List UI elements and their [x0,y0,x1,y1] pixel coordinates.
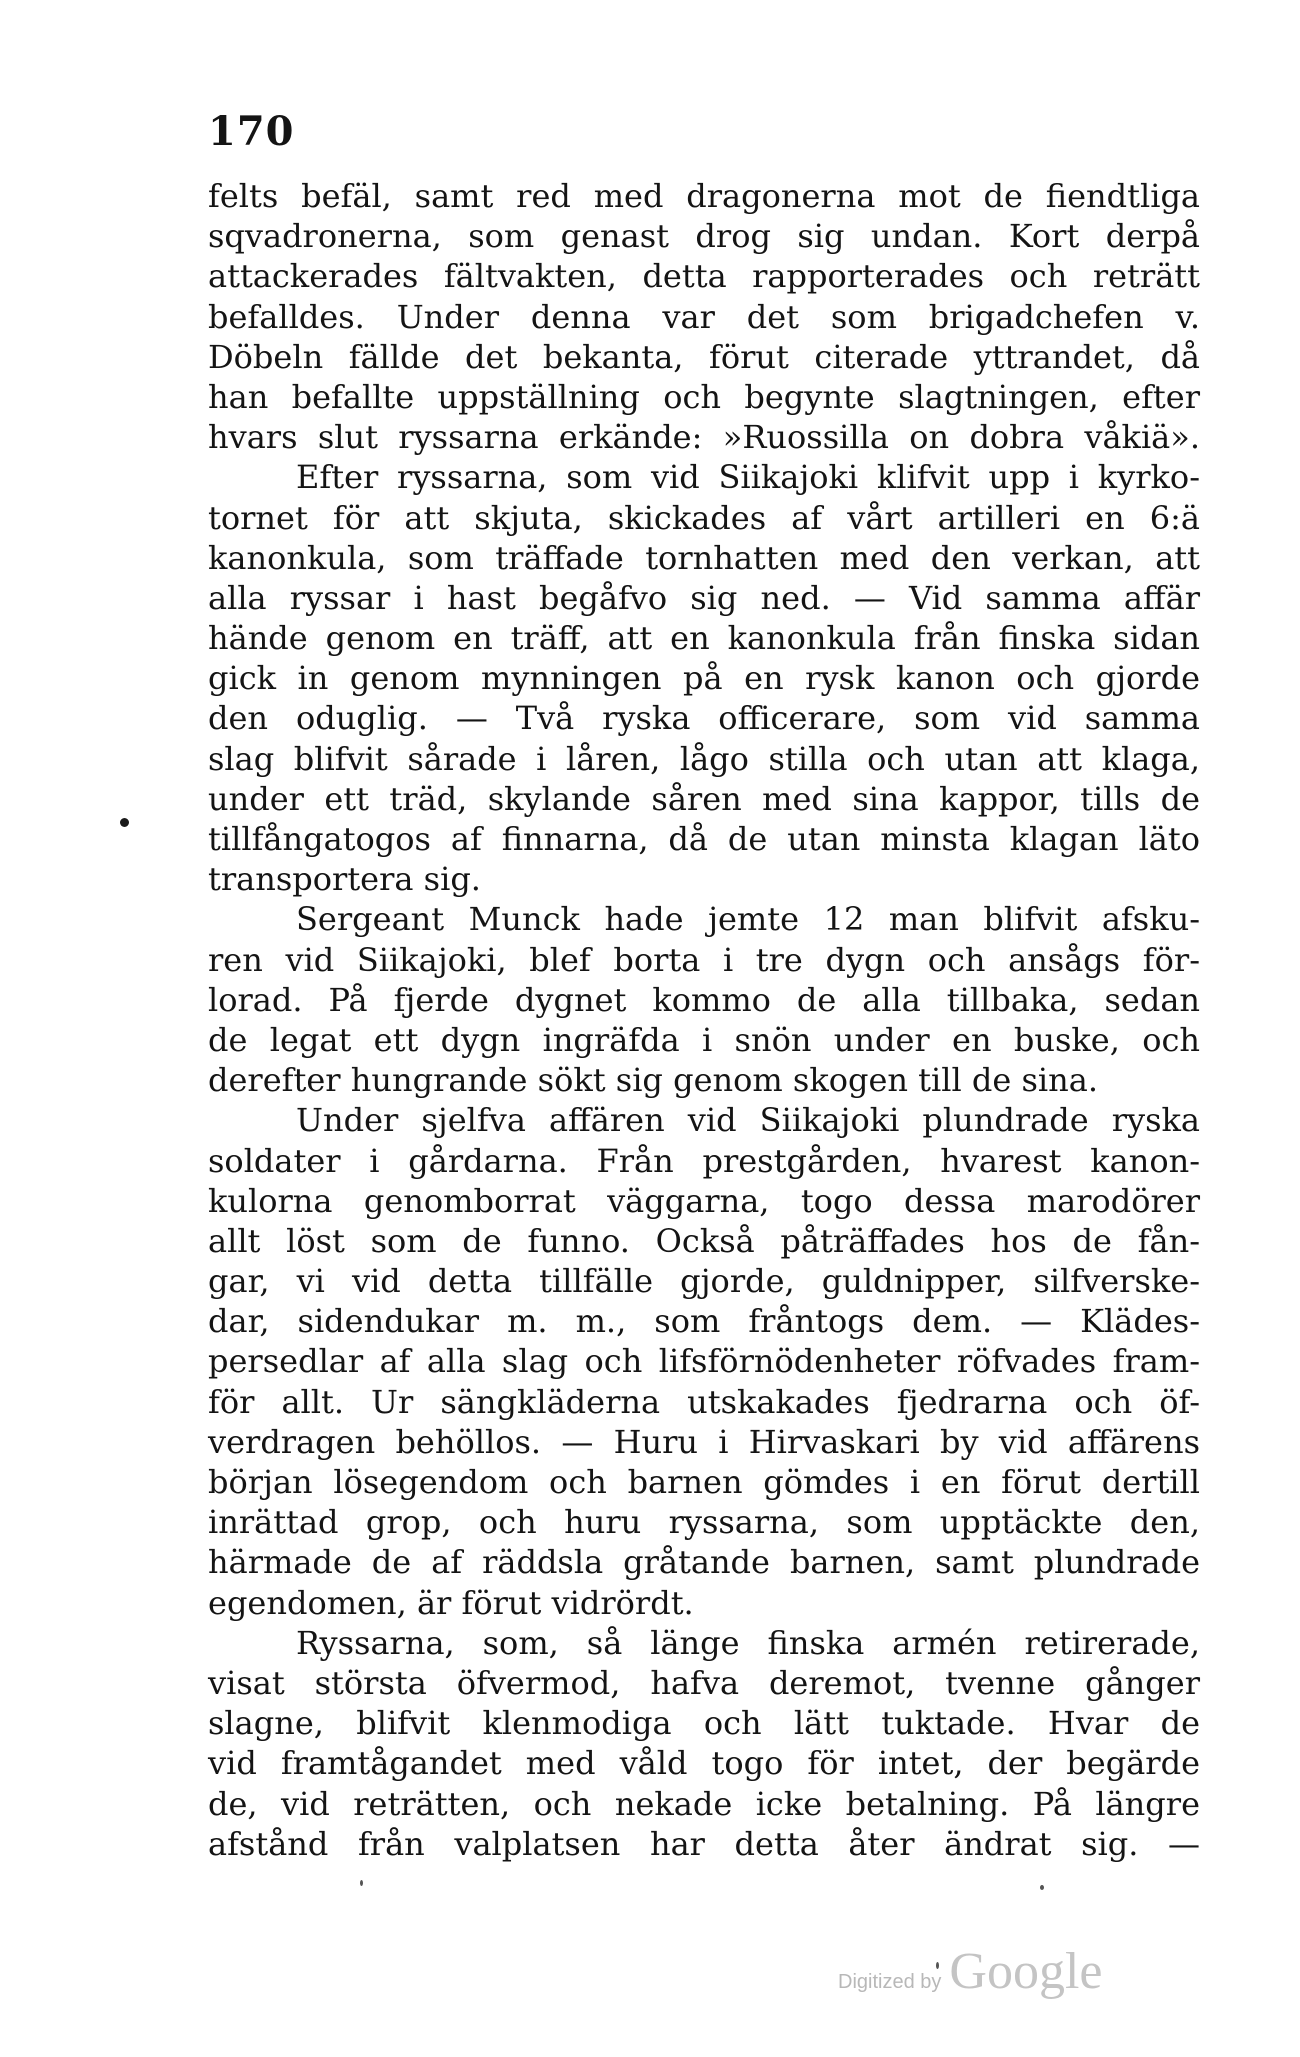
margin-dot-mark [120,818,129,827]
text-line: hvars slut ryssarna erkände: »Ruossilla on dobra våkiä». [208,418,1200,457]
text-line: tornet för att skjuta, skickades af vårt artilleri en 6:ä [208,498,1200,537]
scan-speck [360,1880,363,1886]
page-number: 170 [208,108,295,155]
text-line: attackerades fältvakten, detta rapporterades och reträtt [208,257,1200,296]
text-line: gick in genom mynningen på en rysk kanon och gjorde [208,659,1200,698]
text-line: soldater i gårdarna. Från prestgården, hvarest kanon- [208,1141,1200,1180]
text-line: persedlar af alla slag och lifsförnödenheter röfvades fram- [208,1342,1200,1381]
text-line: inrättad grop, och huru ryssarna, som upptäckte den, [208,1503,1200,1542]
google-logo: Google [949,1943,1103,2000]
text-line: Sergeant Munck hade jemte 12 man blifvit afsku- [296,900,1200,939]
text-line: vid framtågandet med våld togo för intet, der begärde [208,1744,1200,1783]
text-line: egendomen, är förut vidrördt. [208,1583,694,1622]
scan-speck [1040,1885,1044,1890]
text-line: derefter hungrande sökt sig genom skogen till de sina. [208,1061,1099,1100]
text-line: lorad. På fjerde dygnet kommo de alla tillbaka, sedan [208,980,1200,1019]
text-line: de legat ett dygn ingräfda i snön under en buske, och [208,1020,1200,1059]
text-line: Under sjelfva affären vid Siikajoki plundrade ryska [296,1101,1200,1140]
text-line: de, vid reträtten, och nekade icke betalning. På längre [208,1784,1200,1823]
text-line: den oduglig. — Två ryska officerare, som vid samma [208,699,1200,738]
text-line: han befallte uppställning och begynte slagtningen, efter [208,377,1200,416]
text-line: början lösegendom och barnen gömdes i en förut dertill [208,1463,1200,1501]
text-line: härmade de af räddsla gråtande barnen, samt plundrade [208,1543,1200,1582]
watermark-small-text: Digitized by [838,1971,942,1993]
text-line: för allt. Ur sängkläderna utskakades fjedrarna och öf- [208,1382,1200,1421]
text-line: tillfångatogos af finnarna, då de utan minsta klagan läto [208,820,1200,858]
text-line: kanonkula, som träffade tornhatten med den verkan, att [208,538,1200,577]
text-line: alla ryssar i hast begåfvo sig ned. — Vid samma affär [208,578,1200,617]
text-line: allt löst som de funno. Också påträffades hos de fån- [208,1221,1200,1260]
text-line: hände genom en träff, att en kanonkula från finska sidan [208,619,1200,658]
body-text [208,176,1200,1864]
text-line: slagne, blifvit klenmodiga och lätt tuktade. Hvar de [208,1704,1200,1743]
text-line: visat största öfvermod, hafva deremot, tvenne gånger [208,1663,1200,1702]
digitized-by-google-watermark [838,1942,1102,2001]
text-line: Ryssarna, som, så länge finska armén retirerade, [296,1623,1200,1662]
text-line: kulorna genomborrat väggarna, togo dessa marodörer [208,1181,1200,1220]
text-line: gar, vi vid detta tillfälle gjorde, guldnipper, silfverske- [208,1262,1200,1301]
text-line: under ett träd, skylande såren med sina kappor, tills de [208,779,1200,818]
text-line: ren vid Siikajoki, blef borta i tre dygn och ansågs för- [208,940,1200,979]
text-line: sqvadronerna, som genast drog sig undan. Kort derpå [208,217,1200,256]
text-line: dar, sidendukar m. m., som fråntogs dem. — Klädes- [208,1302,1200,1341]
text-line: slag blifvit sårade i låren, lågo stilla och utan att klaga, [208,739,1200,778]
text-line: Döbeln fällde det bekanta, förut citerade yttrandet, då [208,337,1200,376]
text-line: felts befäl, samt red med dragonerna mot de fiendtliga [208,177,1200,215]
text-line: verdragen behöllos. — Huru i Hirvaskari by vid affärens [208,1422,1200,1461]
text-line: afstånd från valplatsen har detta åter ändrat sig. — [208,1824,1200,1863]
text-line: transportera sig. [208,860,481,899]
text-line: befalldes. Under denna var det som brigadchefen v. [208,297,1200,336]
text-line: Efter ryssarna, som vid Siikajoki klifvit upp i kyrko- [296,458,1200,497]
